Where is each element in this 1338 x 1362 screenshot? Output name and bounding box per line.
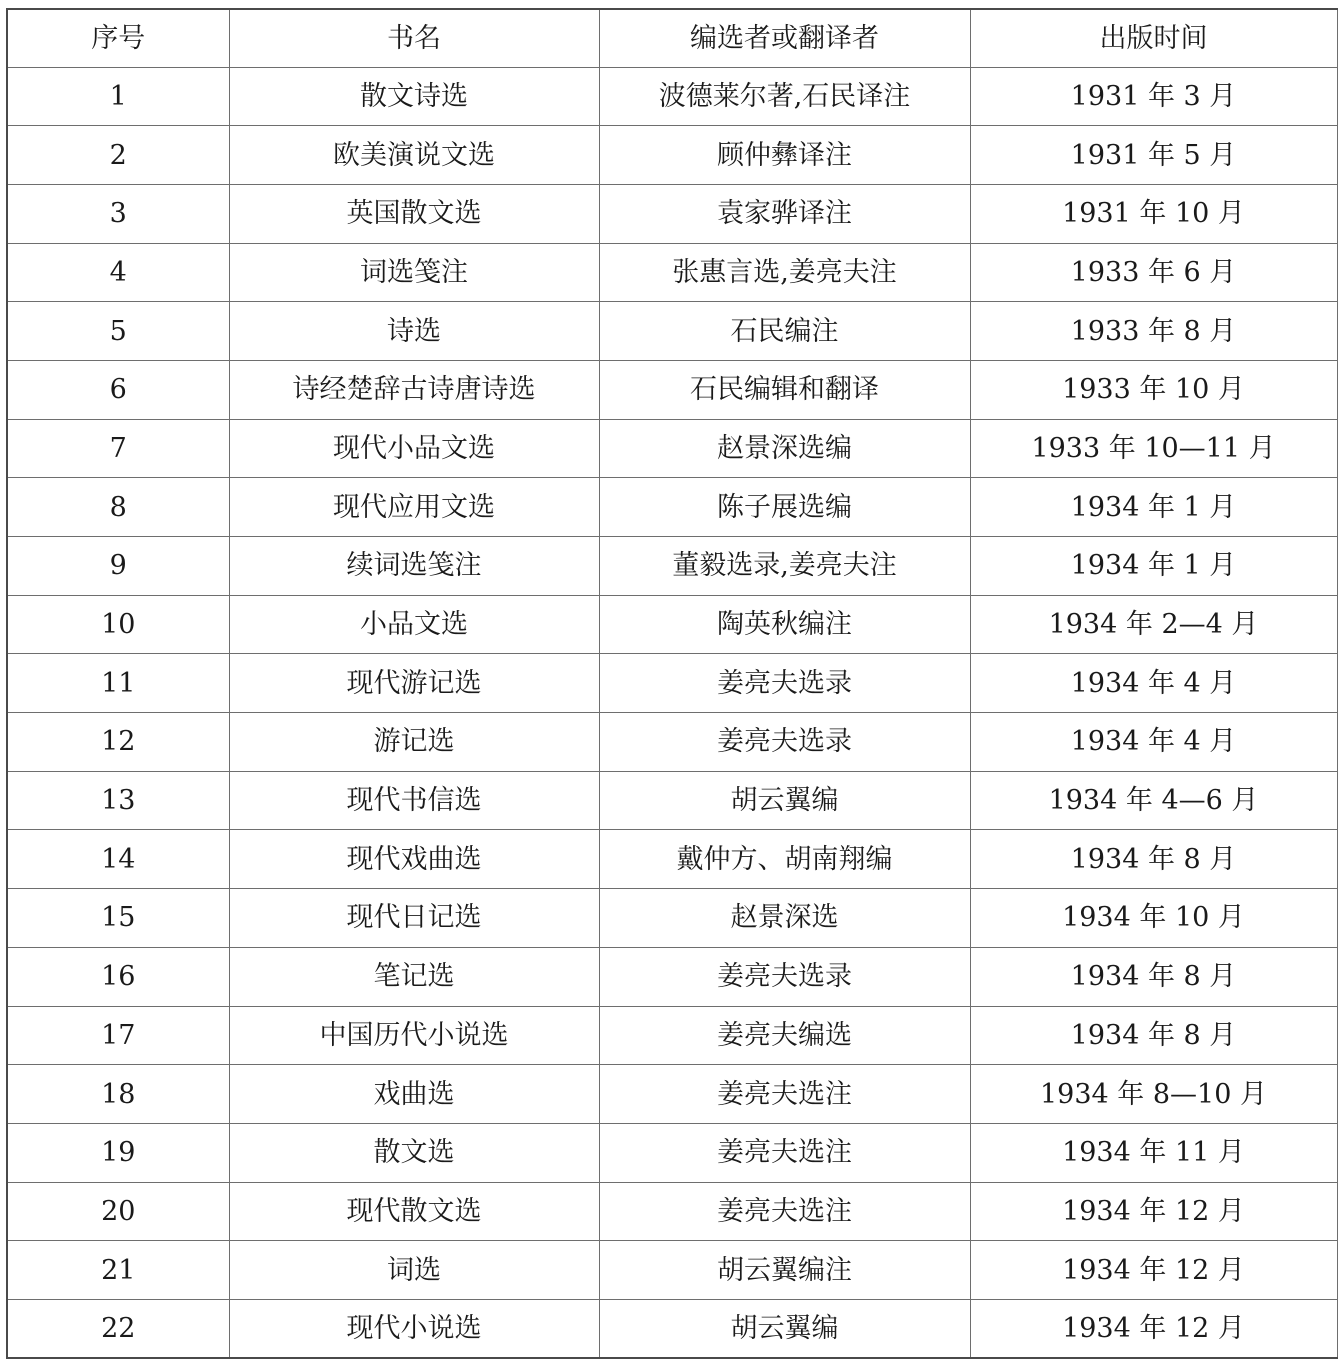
cell-book-title: 诗选 bbox=[229, 302, 599, 361]
cell-index: 19 bbox=[7, 1123, 229, 1182]
cell-editor-translator: 姜亮夫选注 bbox=[599, 1182, 970, 1241]
cell-book-title: 词选 bbox=[229, 1241, 599, 1300]
header-publish-date: 出版时间 bbox=[970, 9, 1337, 67]
cell-book-title: 中国历代小说选 bbox=[229, 1006, 599, 1065]
table-row bbox=[7, 67, 1337, 126]
cell-editor-translator: 胡云翼编注 bbox=[599, 1241, 970, 1300]
cell-publish-date: 1934 年 4—6 月 bbox=[970, 771, 1337, 830]
cell-index: 18 bbox=[7, 1065, 229, 1124]
table-row bbox=[7, 1299, 1337, 1358]
table-row bbox=[7, 1241, 1337, 1300]
cell-book-title: 词选笺注 bbox=[229, 243, 599, 302]
cell-index: 10 bbox=[7, 595, 229, 654]
table-row bbox=[7, 243, 1337, 302]
table-row bbox=[7, 537, 1337, 596]
cell-publish-date: 1931 年 3 月 bbox=[970, 67, 1337, 126]
cell-publish-date: 1933 年 10 月 bbox=[970, 360, 1337, 419]
cell-editor-translator: 姜亮夫选录 bbox=[599, 713, 970, 772]
cell-editor-translator: 胡云翼编 bbox=[599, 1299, 970, 1358]
cell-publish-date: 1934 年 8 月 bbox=[970, 830, 1337, 889]
cell-publish-date: 1934 年 1 月 bbox=[970, 537, 1337, 596]
cell-index: 4 bbox=[7, 243, 229, 302]
cell-publish-date: 1931 年 5 月 bbox=[970, 126, 1337, 185]
cell-book-title: 现代应用文选 bbox=[229, 478, 599, 537]
cell-index: 14 bbox=[7, 830, 229, 889]
cell-publish-date: 1934 年 12 月 bbox=[970, 1241, 1337, 1300]
cell-editor-translator: 赵景深选编 bbox=[599, 419, 970, 478]
cell-book-title: 戏曲选 bbox=[229, 1065, 599, 1124]
cell-index: 15 bbox=[7, 889, 229, 948]
cell-publish-date: 1934 年 2—4 月 bbox=[970, 595, 1337, 654]
cell-book-title: 散文诗选 bbox=[229, 67, 599, 126]
cell-publish-date: 1934 年 11 月 bbox=[970, 1123, 1337, 1182]
cell-editor-translator: 袁家骅译注 bbox=[599, 184, 970, 243]
cell-index: 12 bbox=[7, 713, 229, 772]
book-list-table bbox=[6, 8, 1338, 1359]
cell-publish-date: 1934 年 8 月 bbox=[970, 947, 1337, 1006]
table-row bbox=[7, 184, 1337, 243]
cell-book-title: 现代散文选 bbox=[229, 1182, 599, 1241]
cell-index: 20 bbox=[7, 1182, 229, 1241]
table-row bbox=[7, 830, 1337, 889]
cell-index: 2 bbox=[7, 126, 229, 185]
cell-book-title: 现代书信选 bbox=[229, 771, 599, 830]
cell-book-title: 现代小品文选 bbox=[229, 419, 599, 478]
cell-index: 13 bbox=[7, 771, 229, 830]
cell-book-title: 欧美演说文选 bbox=[229, 126, 599, 185]
cell-book-title: 诗经楚辞古诗唐诗选 bbox=[229, 360, 599, 419]
table-row bbox=[7, 419, 1337, 478]
cell-index: 3 bbox=[7, 184, 229, 243]
cell-editor-translator: 赵景深选 bbox=[599, 889, 970, 948]
cell-editor-translator: 波德莱尔著,石民译注 bbox=[599, 67, 970, 126]
cell-index: 11 bbox=[7, 654, 229, 713]
table-row bbox=[7, 1182, 1337, 1241]
header-editor-translator: 编选者或翻译者 bbox=[599, 9, 970, 67]
cell-index: 22 bbox=[7, 1299, 229, 1358]
cell-index: 16 bbox=[7, 947, 229, 1006]
table-body bbox=[7, 67, 1337, 1358]
cell-editor-translator: 姜亮夫选注 bbox=[599, 1123, 970, 1182]
cell-book-title: 现代戏曲选 bbox=[229, 830, 599, 889]
cell-editor-translator: 胡云翼编 bbox=[599, 771, 970, 830]
table-row bbox=[7, 889, 1337, 948]
cell-editor-translator: 石民编辑和翻译 bbox=[599, 360, 970, 419]
table-row bbox=[7, 1006, 1337, 1065]
cell-editor-translator: 姜亮夫选录 bbox=[599, 654, 970, 713]
cell-editor-translator: 姜亮夫选注 bbox=[599, 1065, 970, 1124]
cell-editor-translator: 顾仲彝译注 bbox=[599, 126, 970, 185]
cell-book-title: 散文选 bbox=[229, 1123, 599, 1182]
cell-book-title: 现代日记选 bbox=[229, 889, 599, 948]
cell-index: 7 bbox=[7, 419, 229, 478]
cell-publish-date: 1934 年 12 月 bbox=[970, 1299, 1337, 1358]
cell-editor-translator: 陶英秋编注 bbox=[599, 595, 970, 654]
book-list-table-container bbox=[6, 8, 1336, 1359]
cell-publish-date: 1934 年 8—10 月 bbox=[970, 1065, 1337, 1124]
cell-book-title: 小品文选 bbox=[229, 595, 599, 654]
table-row bbox=[7, 947, 1337, 1006]
cell-publish-date: 1934 年 12 月 bbox=[970, 1182, 1337, 1241]
cell-index: 1 bbox=[7, 67, 229, 126]
cell-publish-date: 1934 年 1 月 bbox=[970, 478, 1337, 537]
table-row bbox=[7, 654, 1337, 713]
cell-editor-translator: 戴仲方、胡南翔编 bbox=[599, 830, 970, 889]
table-header-row bbox=[7, 9, 1337, 67]
cell-index: 6 bbox=[7, 360, 229, 419]
cell-book-title: 游记选 bbox=[229, 713, 599, 772]
cell-index: 9 bbox=[7, 537, 229, 596]
cell-index: 5 bbox=[7, 302, 229, 361]
cell-publish-date: 1931 年 10 月 bbox=[970, 184, 1337, 243]
cell-publish-date: 1933 年 8 月 bbox=[970, 302, 1337, 361]
cell-editor-translator: 姜亮夫选录 bbox=[599, 947, 970, 1006]
cell-publish-date: 1933 年 10—11 月 bbox=[970, 419, 1337, 478]
table-row bbox=[7, 595, 1337, 654]
cell-book-title: 现代小说选 bbox=[229, 1299, 599, 1358]
cell-editor-translator: 董毅选录,姜亮夫注 bbox=[599, 537, 970, 596]
cell-publish-date: 1933 年 6 月 bbox=[970, 243, 1337, 302]
table-row bbox=[7, 302, 1337, 361]
cell-publish-date: 1934 年 10 月 bbox=[970, 889, 1337, 948]
cell-book-title: 续词选笺注 bbox=[229, 537, 599, 596]
cell-publish-date: 1934 年 4 月 bbox=[970, 713, 1337, 772]
cell-index: 21 bbox=[7, 1241, 229, 1300]
cell-index: 17 bbox=[7, 1006, 229, 1065]
cell-editor-translator: 石民编注 bbox=[599, 302, 970, 361]
cell-index: 8 bbox=[7, 478, 229, 537]
table-row bbox=[7, 713, 1337, 772]
table-row bbox=[7, 1065, 1337, 1124]
cell-publish-date: 1934 年 4 月 bbox=[970, 654, 1337, 713]
table-row bbox=[7, 771, 1337, 830]
table-row bbox=[7, 478, 1337, 537]
cell-editor-translator: 张惠言选,姜亮夫注 bbox=[599, 243, 970, 302]
table-row bbox=[7, 126, 1337, 185]
cell-book-title: 现代游记选 bbox=[229, 654, 599, 713]
cell-book-title: 英国散文选 bbox=[229, 184, 599, 243]
header-book-title: 书名 bbox=[229, 9, 599, 67]
cell-publish-date: 1934 年 8 月 bbox=[970, 1006, 1337, 1065]
header-index: 序号 bbox=[7, 9, 229, 67]
cell-editor-translator: 姜亮夫编选 bbox=[599, 1006, 970, 1065]
table-row bbox=[7, 360, 1337, 419]
table-row bbox=[7, 1123, 1337, 1182]
cell-book-title: 笔记选 bbox=[229, 947, 599, 1006]
cell-editor-translator: 陈子展选编 bbox=[599, 478, 970, 537]
